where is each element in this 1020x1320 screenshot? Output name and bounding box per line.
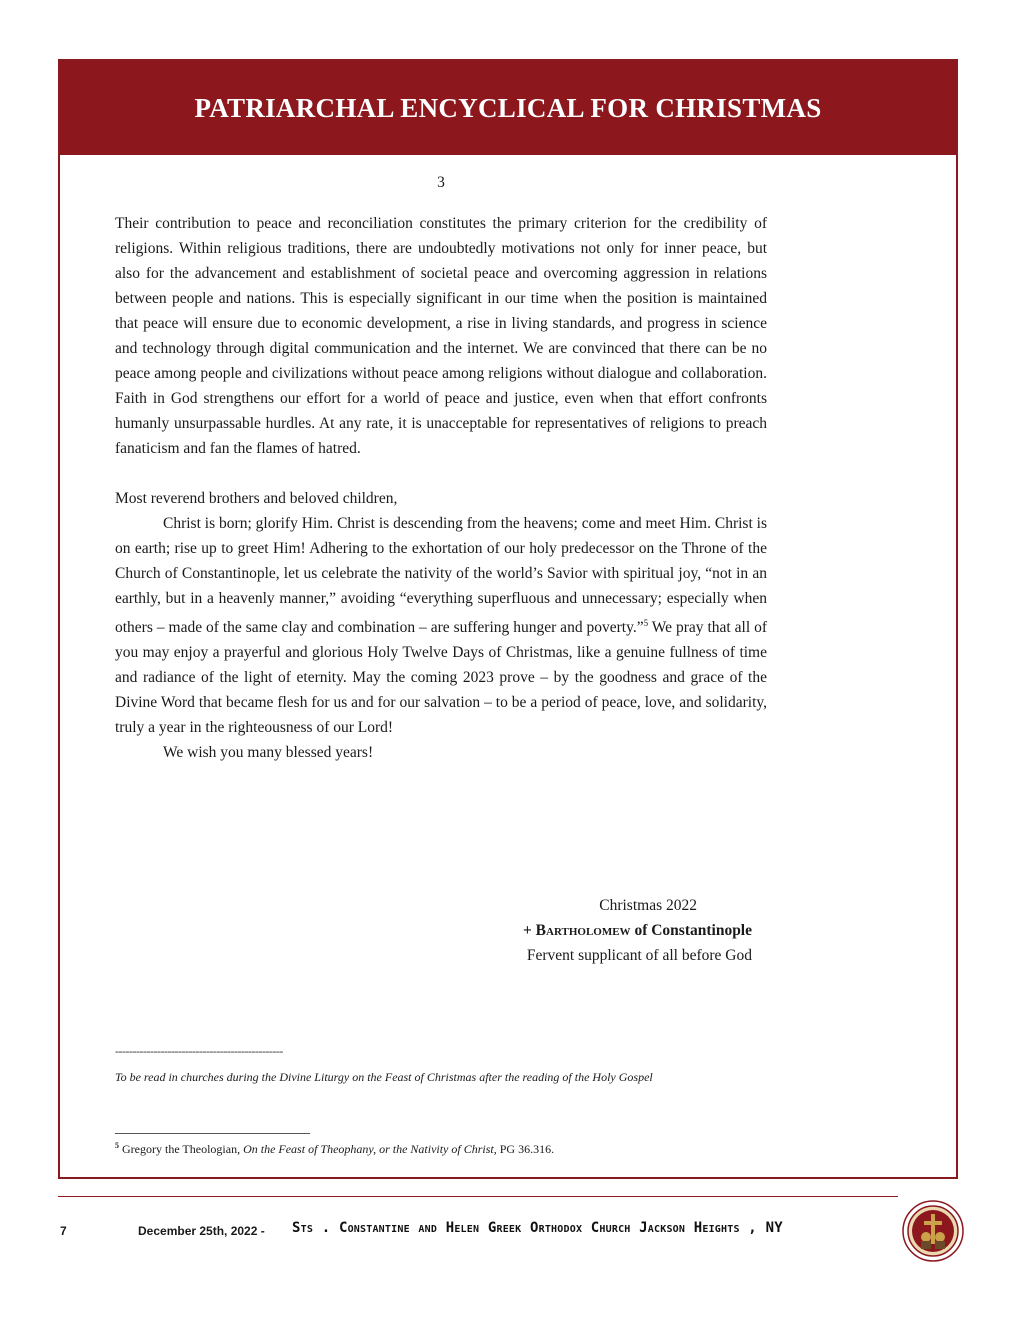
title-banner: [60, 61, 956, 155]
footer-page-number: 7: [60, 1224, 67, 1238]
paragraph-gap: [115, 461, 767, 486]
footnote: $^5$ Gregory the Theologian, On the Feast of Theophany, or the Nativity of Christ, PG 36.316.: [115, 1141, 555, 1156]
paragraph-christmas: [115, 511, 767, 740]
dash-separator: ------------------------------------------------: [115, 1044, 283, 1058]
page-title: PATRIARCHAL ENCYCLICAL FOR CHRISTMAS: [194, 92, 822, 123]
signature-block: [115, 893, 767, 968]
paragraph-christmas-part1: Christ is born; glorify Him. Christ is descending from the heavens; come and meet Him. Christ is on earth; rise up to greet Him! Adhering to the exhortation of our holy predecessor on the Throne of the Church of Constantinople, let us celebrate the nativity of the world’s Savior with spiritual joy, “not in an earthly, but in a heavenly manner,” avoiding “everything superfluous and unnecessary; especially when others – made of the same clay and combination – are suffering hunger and poverty.”: [115, 515, 767, 637]
footer-date: December 25th, 2022 -: [138, 1224, 265, 1238]
church-seal-icon: [902, 1200, 964, 1262]
encyclical-body: [115, 170, 767, 765]
salutation: Most reverend brothers and beloved children,: [115, 490, 398, 507]
footnote-number: 5: [115, 1141, 119, 1150]
paragraph-peace: Their contribution to peace and reconciliation constitutes the primary criterion for the credibility of religions. Within religious traditions, there are undoubtedly motivations not only for inner peace, but also for the advancement and establishment of societal peace and overcoming aggression in relations between people and nations. This is especially significant in our time when the position is maintained that peace will ensure due to economic development, a rise in living standards, and progress in science and technology through digital communication and the internet. We are convinced that there can be no peace among people and civilizations without peace among religions without dialogue and collaboration. Faith in God strengthens our effort for a world of peace and justice, even when that effort confronts humanly unsurpassable hurdles. At any rate, it is unacceptable for representatives of religions to preach fanaticism and fan the flames of hatred.: [115, 215, 767, 457]
signature-title: Fervent supplicant of all before God: [526, 947, 752, 964]
footnote-ref-5: 5: [643, 618, 649, 628]
page-marker: 3: [437, 174, 445, 191]
paragraph-christmas-part2: We pray that all of you may enjoy a prayerful and glorious Holy Twelve Days of Christmas, like a genuine fullness of time and radiance of the light of eternity. May the coming 2023 prove – by the goodness and grace of the Divine Word that became flesh for us and for our salvation – to be a period of peace, love, and solidarity, truly a year in the righteousness of our Lord!: [115, 619, 767, 737]
signature-name: + Bartholomew of Constantinople: [522, 922, 752, 939]
liturgy-note: To be read in churches during the Divine Liturgy on the Feast of Christmas after the reading of the Holy Gospel: [115, 1070, 653, 1084]
footer-church-name: Sts . Constantine and Helen Greek Orthodox Church Jackson Heights , NY: [292, 1220, 783, 1236]
closing-wish: We wish you many blessed years!: [163, 744, 374, 762]
signature-date: Christmas 2022: [599, 897, 697, 914]
footnote-rule: [115, 1133, 310, 1134]
footer-rule: [58, 1196, 898, 1197]
page-footer: [0, 1222, 1020, 1246]
footnote-work-title: On the Feast of Theophany, or the Nativity of Christ: [243, 1142, 494, 1156]
signature-name-smallcaps: Bartholomew: [535, 922, 631, 939]
